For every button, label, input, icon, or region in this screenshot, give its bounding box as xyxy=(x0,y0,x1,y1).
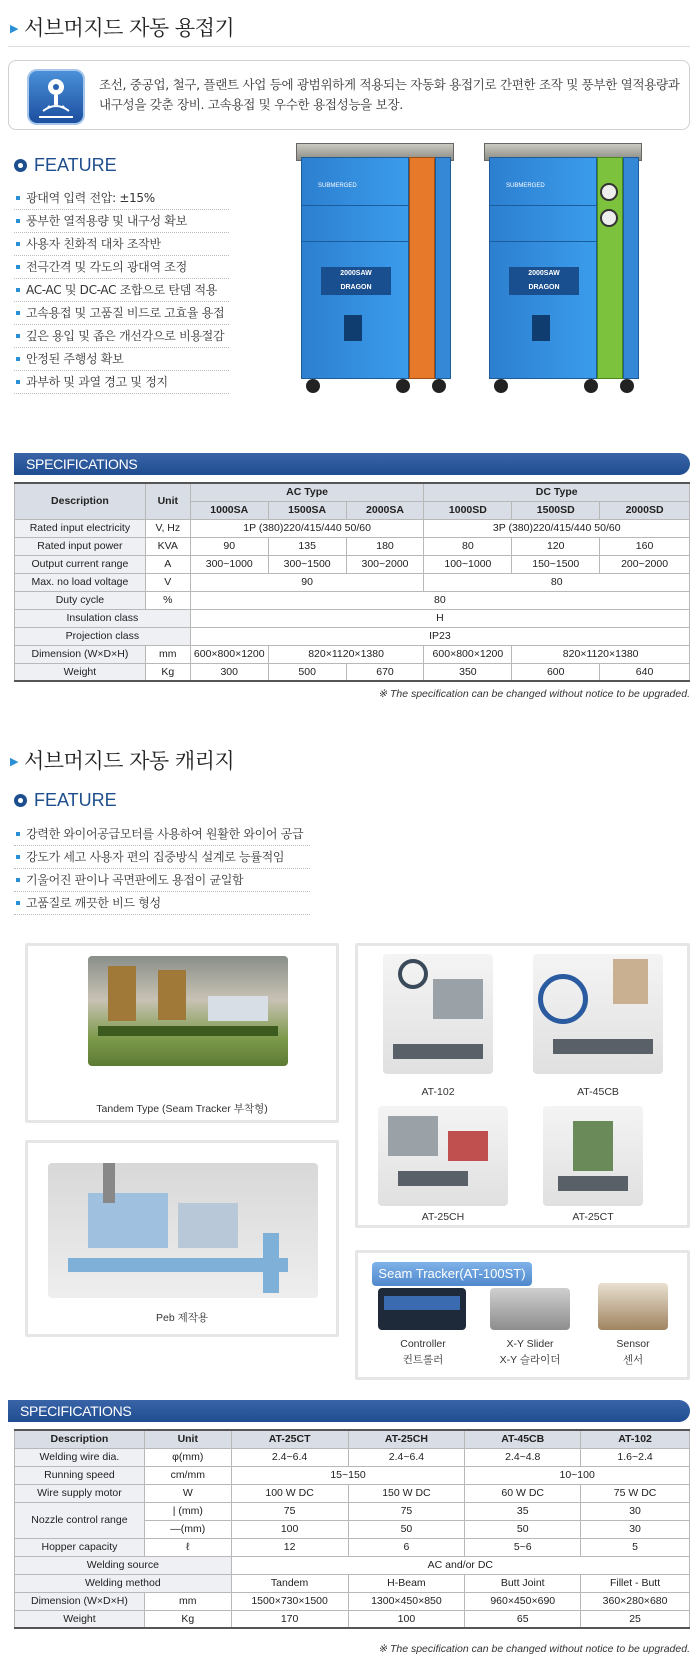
cell: 3P (380)220/415/440 50/60 xyxy=(424,519,690,537)
col-description: Description xyxy=(15,1430,145,1448)
cell: 30 xyxy=(581,1520,690,1538)
machine-model: 2000SAW xyxy=(340,270,372,277)
cell: 10~100 xyxy=(465,1466,690,1484)
table-header-row xyxy=(15,483,690,501)
section2-title-text: 서브머지드 자동 캐리지 xyxy=(23,749,235,773)
list-item: 고품질로 깨끗한 비드 형성 xyxy=(14,892,310,915)
cell: 25 xyxy=(581,1610,690,1628)
cell: 30 xyxy=(581,1502,690,1520)
cell: Tandem xyxy=(231,1574,348,1592)
machine-brand-plate xyxy=(321,267,391,295)
cell: 60 W DC xyxy=(465,1484,581,1502)
row-unit: A xyxy=(145,555,190,573)
machine-brand: DRAGON xyxy=(528,284,560,291)
cell: IP23 xyxy=(190,627,689,645)
list-item: 안정된 주행성 확보 xyxy=(14,348,229,371)
col-unit: Unit xyxy=(144,1430,231,1448)
cell: 1P (380)220/415/440 50/60 xyxy=(190,519,424,537)
table-row xyxy=(15,645,690,663)
col-model: AT-25CT xyxy=(231,1430,348,1448)
caption-sensor: Sensor xyxy=(616,1338,650,1350)
cell: 300~2000 xyxy=(346,555,424,573)
list-item: 고속용접 및 고품질 비드로 고효율 용접 xyxy=(14,302,229,325)
cell: 180 xyxy=(346,537,424,555)
row-label: Insulation class xyxy=(15,609,191,627)
machine-brand: DRAGON xyxy=(340,284,372,291)
caption-controller-ko: 컨트롤러 xyxy=(402,1354,444,1366)
row-unit: | (mm) xyxy=(144,1502,231,1520)
at25ch-photo xyxy=(378,1106,508,1206)
cell: 360×280×680 xyxy=(581,1592,690,1610)
col-model: 1500SA xyxy=(268,501,346,519)
section1-title-text: 서브머지드 자동 용접기 xyxy=(23,16,235,40)
caption-sensor-ko: 센서 xyxy=(622,1354,644,1366)
cell: 75 W DC xyxy=(581,1484,690,1502)
cell: 150 W DC xyxy=(348,1484,465,1502)
caption-slider: X-Y Slider xyxy=(506,1338,554,1350)
logo-plate xyxy=(344,315,362,341)
cell: 350 xyxy=(424,663,512,681)
triangle-icon: ▶ xyxy=(10,755,18,768)
table-row xyxy=(15,573,690,591)
controller-photo xyxy=(378,1288,466,1330)
cell: 1.6~2.4 xyxy=(581,1448,690,1466)
cell: 640 xyxy=(600,663,690,681)
carriage-models-panel xyxy=(355,943,690,1228)
spec-table-1 xyxy=(14,482,690,682)
row-unit: cm/mm xyxy=(144,1466,231,1484)
cell: 75 xyxy=(231,1502,348,1520)
cell: 5~6 xyxy=(465,1538,581,1556)
row-unit: Kg xyxy=(144,1610,231,1628)
cell: 100 W DC xyxy=(231,1484,348,1502)
table-row xyxy=(15,537,690,555)
cell: 80 xyxy=(424,573,690,591)
table-row xyxy=(15,555,690,573)
caption-at25ch: AT-25CH xyxy=(421,1211,465,1223)
col-model: 2000SA xyxy=(346,501,424,519)
row-unit: ℓ xyxy=(144,1538,231,1556)
cell: 200~2000 xyxy=(600,555,690,573)
table-header-row xyxy=(15,1430,690,1448)
cell: H-Beam xyxy=(348,1574,465,1592)
cell: 35 xyxy=(465,1502,581,1520)
divider xyxy=(8,46,690,47)
col-model: 1500SD xyxy=(512,501,600,519)
table-row xyxy=(15,627,690,645)
cell: 75 xyxy=(348,1502,465,1520)
table-row xyxy=(15,609,690,627)
row-label: Dimension (W×D×H) xyxy=(15,645,146,663)
row-label: Weight xyxy=(15,1610,145,1628)
section2-title xyxy=(10,745,234,775)
peb-machine-photo xyxy=(48,1163,318,1298)
row-unit: mm xyxy=(144,1592,231,1610)
cell: 6 xyxy=(348,1538,465,1556)
cell: 170 xyxy=(231,1610,348,1628)
row-label: Dimension (W×D×H) xyxy=(15,1592,145,1610)
cell: 820×1120×1380 xyxy=(512,645,690,663)
logo-plate xyxy=(532,315,550,341)
col-unit: Unit xyxy=(145,483,190,519)
table-row xyxy=(15,1538,690,1556)
tandem-panel xyxy=(25,943,339,1123)
table-row xyxy=(15,591,690,609)
table-row xyxy=(15,1574,690,1592)
at102-photo xyxy=(383,954,493,1074)
cell: 2.4~4.8 xyxy=(465,1448,581,1466)
cell: 100~1000 xyxy=(424,555,512,573)
row-label: Hopper capacity xyxy=(15,1538,145,1556)
row-label: Output current range xyxy=(15,555,146,573)
seam-tracker-label: Seam Tracker(AT-100ST) xyxy=(372,1262,532,1286)
list-item: 기울어진 판이나 곡면판에도 용접이 균일함 xyxy=(14,869,310,892)
list-item: 광대역 입력 전압: ±15% xyxy=(14,187,229,210)
cell: 50 xyxy=(348,1520,465,1538)
row-label: Duty cycle xyxy=(15,591,146,609)
caption-at25ct: AT-25CT xyxy=(572,1211,614,1223)
at25ct-photo xyxy=(543,1106,643,1206)
xy-slider-photo xyxy=(490,1288,570,1330)
cell: 300 xyxy=(190,663,268,681)
col-model: AT-102 xyxy=(581,1430,690,1448)
row-label: Weight xyxy=(15,663,146,681)
triangle-icon: ▶ xyxy=(10,22,18,35)
cell: 2.4~6.4 xyxy=(231,1448,348,1466)
table-row xyxy=(15,519,690,537)
cell: 500 xyxy=(268,663,346,681)
feature-list-1 xyxy=(14,187,229,394)
table-row xyxy=(15,1592,690,1610)
row-label: Rated input power xyxy=(15,537,146,555)
machine-brand-plate xyxy=(509,267,579,295)
peb-panel xyxy=(25,1140,339,1337)
caption-slider-ko: X-Y 슬라이더 xyxy=(499,1354,561,1366)
table-row xyxy=(15,1466,690,1484)
col-description: Description xyxy=(15,483,146,519)
cell: 120 xyxy=(512,537,600,555)
welding-logo-icon xyxy=(27,69,85,125)
cell: 12 xyxy=(231,1538,348,1556)
cell: 15~150 xyxy=(231,1466,465,1484)
row-label: Max. no load voltage xyxy=(15,573,146,591)
bullet-circle-icon xyxy=(14,159,27,172)
table-row xyxy=(15,1448,690,1466)
cell: H xyxy=(190,609,689,627)
spec-heading-2: SPECIFICATIONS xyxy=(8,1400,690,1422)
feature-heading-text: FEATURE xyxy=(34,790,117,810)
cell: 960×450×690 xyxy=(465,1592,581,1610)
cell: 100 xyxy=(348,1610,465,1628)
col-model: AT-25CH xyxy=(348,1430,465,1448)
sensor-photo xyxy=(598,1283,668,1330)
row-label: Running speed xyxy=(15,1466,145,1484)
col-model: AT-45CB xyxy=(465,1430,581,1448)
cell: 600×800×1200 xyxy=(190,645,268,663)
row-unit: —(mm) xyxy=(144,1520,231,1538)
tandem-carriage-photo xyxy=(88,956,288,1066)
intro-box xyxy=(8,60,690,130)
machine-label: SUBMERGED xyxy=(506,183,545,189)
spec-heading-1: SPECIFICATIONS xyxy=(14,453,690,475)
machine-label: SUBMERGED xyxy=(318,183,357,189)
cell: 600 xyxy=(512,663,600,681)
row-unit: % xyxy=(145,591,190,609)
list-item: 강력한 와이어공급모터를 사용하여 원활한 와이어 공급 xyxy=(14,823,310,846)
table-row xyxy=(15,663,690,681)
col-model: 1000SA xyxy=(190,501,268,519)
row-unit: mm xyxy=(145,645,190,663)
feature-heading-text: FEATURE xyxy=(34,155,117,175)
cell: 1300×450×850 xyxy=(348,1592,465,1610)
cell: 2.4~6.4 xyxy=(348,1448,465,1466)
table-row xyxy=(15,1484,690,1502)
at45cb-photo xyxy=(533,954,663,1074)
cell: 90 xyxy=(190,573,424,591)
row-unit: φ(mm) xyxy=(144,1448,231,1466)
cell: 5 xyxy=(581,1538,690,1556)
list-item: AC-AC 및 DC-AC 조합으로 탄뎀 적용 xyxy=(14,279,229,302)
col-dc-type: DC Type xyxy=(424,483,690,501)
table-row xyxy=(15,1556,690,1574)
caption-at102: AT-102 xyxy=(421,1086,455,1098)
feature-list-2 xyxy=(14,823,310,915)
row-unit: V, Hz xyxy=(145,519,190,537)
cell: 150~1500 xyxy=(512,555,600,573)
row-label: Nozzle control range xyxy=(15,1502,145,1538)
col-model: 2000SD xyxy=(600,501,690,519)
caption-controller: Controller xyxy=(400,1338,446,1350)
spec-note-1: ※ The specification can be changed without notice to be upgraded. xyxy=(378,688,690,700)
cell: 820×1120×1380 xyxy=(268,645,424,663)
row-label: Rated input electricity xyxy=(15,519,146,537)
intro-text: 조선, 중공업, 철구, 플랜트 사업 등에 광범위하게 적용되는 자동화 용접기로 간편한 조작 및 풍부한 열적용량과 내구성을 갖춘 장비. 고속용접 및 우수한 용접성능을 보장. xyxy=(99,77,680,112)
cell: 90 xyxy=(190,537,268,555)
row-label: Welding wire dia. xyxy=(15,1448,145,1466)
caption-peb: Peb 제작용 xyxy=(155,1312,209,1324)
row-label: Welding method xyxy=(15,1574,232,1592)
list-item: 깊은 용입 및 좁은 개선각으로 비용절감 xyxy=(14,325,229,348)
cell: Fillet - Butt xyxy=(581,1574,690,1592)
caption-at45cb: AT-45CB xyxy=(577,1086,619,1098)
row-unit: V xyxy=(145,573,190,591)
cell: 80 xyxy=(190,591,689,609)
bullet-circle-icon xyxy=(14,794,27,807)
caption-tandem: Tandem Type (Seam Tracker 부착형) xyxy=(96,1103,268,1115)
row-unit: Kg xyxy=(145,663,190,681)
control-panel xyxy=(409,157,435,379)
cell: 160 xyxy=(600,537,690,555)
row-unit: KVA xyxy=(145,537,190,555)
list-item: 과부하 및 과열 경고 및 정지 xyxy=(14,371,229,394)
cell: 80 xyxy=(424,537,512,555)
cell: 600×800×1200 xyxy=(424,645,512,663)
row-label: Projection class xyxy=(15,627,191,645)
cell: Butt Joint xyxy=(465,1574,581,1592)
cell: 1500×730×1500 xyxy=(231,1592,348,1610)
cell: 670 xyxy=(346,663,424,681)
table-row xyxy=(15,1610,690,1628)
cell: 50 xyxy=(465,1520,581,1538)
row-label: Wire supply motor xyxy=(15,1484,145,1502)
machine-model: 2000SAW xyxy=(528,270,560,277)
cell: 300~1000 xyxy=(190,555,268,573)
list-item: 전극간격 및 각도의 광대역 조정 xyxy=(14,256,229,279)
row-label: Welding source xyxy=(15,1556,232,1574)
cell: AC and/or DC xyxy=(231,1556,689,1574)
spec-note-2: ※ The specification can be changed without notice to be upgraded. xyxy=(378,1643,690,1655)
col-model: 1000SD xyxy=(424,501,512,519)
cell: 65 xyxy=(465,1610,581,1628)
section1-title xyxy=(10,12,234,42)
cell: 100 xyxy=(231,1520,348,1538)
col-ac-type: AC Type xyxy=(190,483,424,501)
list-item: 풍부한 열적용량 및 내구성 확보 xyxy=(14,210,229,233)
welder-machine-ac xyxy=(296,143,454,393)
feature-heading-1 xyxy=(14,155,117,176)
spec-table-2 xyxy=(14,1429,690,1629)
list-item: 사용자 친화적 대차 조작반 xyxy=(14,233,229,256)
cell: 300~1500 xyxy=(268,555,346,573)
row-unit: W xyxy=(144,1484,231,1502)
welder-machine-dc xyxy=(484,143,642,393)
list-item: 강도가 세고 사용자 편의 집중방식 설계로 능률적임 xyxy=(14,846,310,869)
feature-heading-2 xyxy=(14,790,117,811)
cell: 135 xyxy=(268,537,346,555)
table-row xyxy=(15,1502,690,1520)
